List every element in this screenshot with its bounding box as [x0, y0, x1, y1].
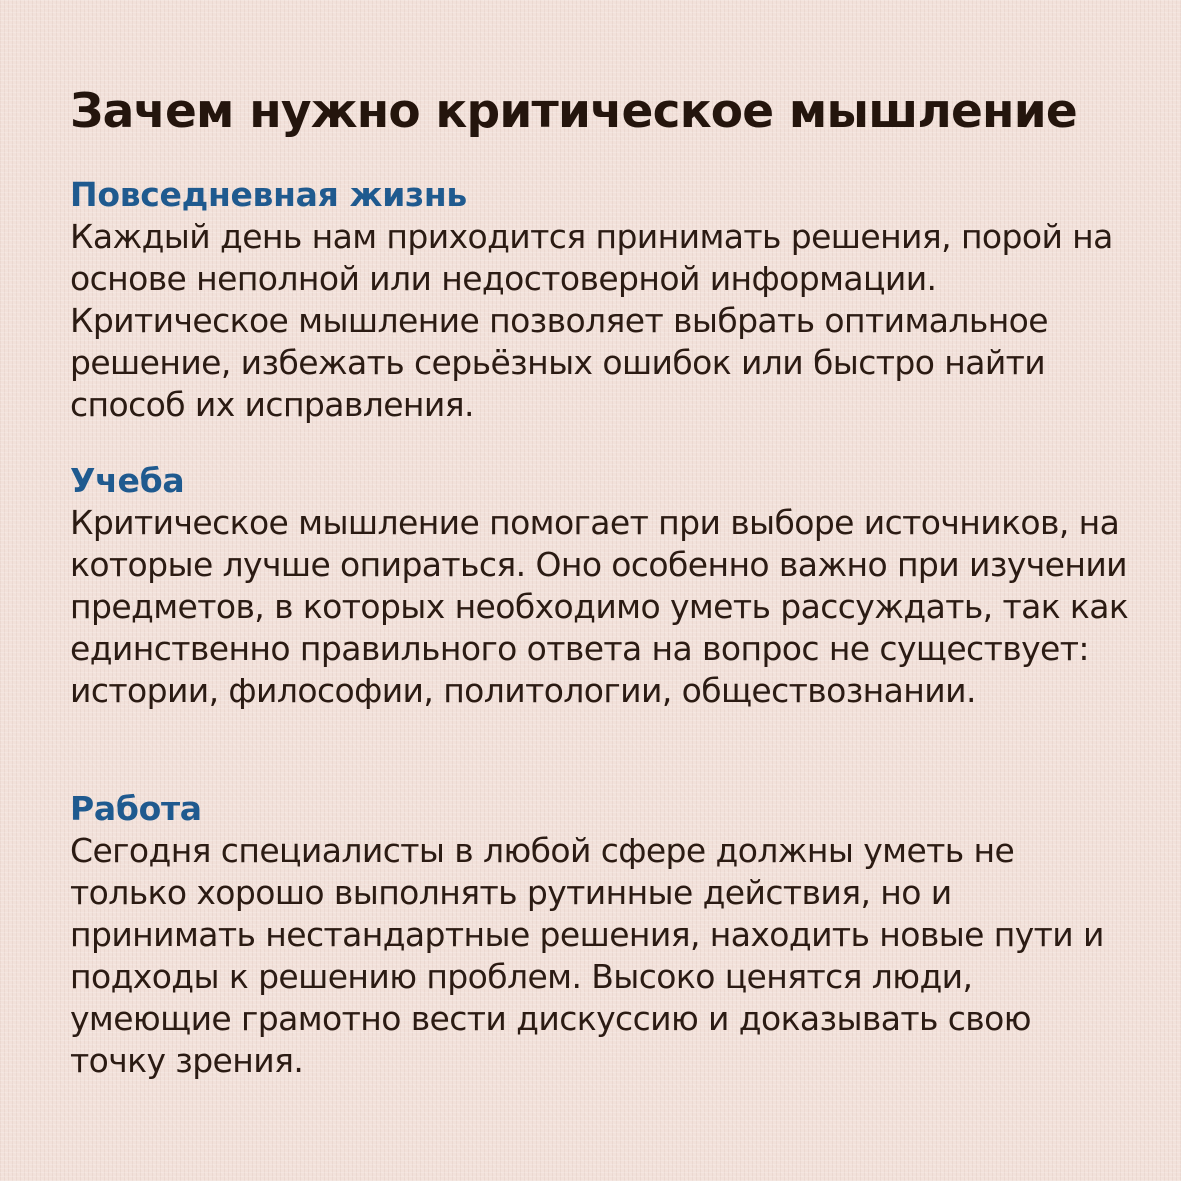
section-heading-study: Учеба [70, 461, 185, 500]
section-everyday-life [70, 174, 1130, 426]
section-work [70, 788, 1130, 1082]
section-heading-everyday-life: Повседневная жизнь [70, 175, 467, 214]
section-text-everyday-life: Каждый день нам приходится принимать решения, порой на основе неполной или недостоверной информации. Критическое мышление позволяет выбрать оптимальное решение, избежать серьёзных ошибок или быстро найти способ их исправления. [70, 217, 1113, 424]
section-text-work: Сегодня специалисты в любой сфере должны уметь не только хорошо выполнять рутинные действия, но и принимать нестандартные решения, находить новые пути и подходы к решению проблем. Высоко ценятся люди, умеющие грамотно вести дискуссию и доказывать свою точку зрения. [70, 831, 1104, 1080]
section-text-study: Критическое мышление помогает при выборе источников, на которые лучше опираться. Оно особенно важно при изучении предметов, в которых необходимо уметь рассуждать, так как единственно правильного ответа на вопрос не существует: истории, философии, политологии, обществознании. [70, 503, 1129, 710]
page-title: Зачем нужно критическое мышление [70, 84, 1077, 139]
section-heading-work: Работа [70, 789, 202, 828]
section-study [70, 460, 1130, 712]
